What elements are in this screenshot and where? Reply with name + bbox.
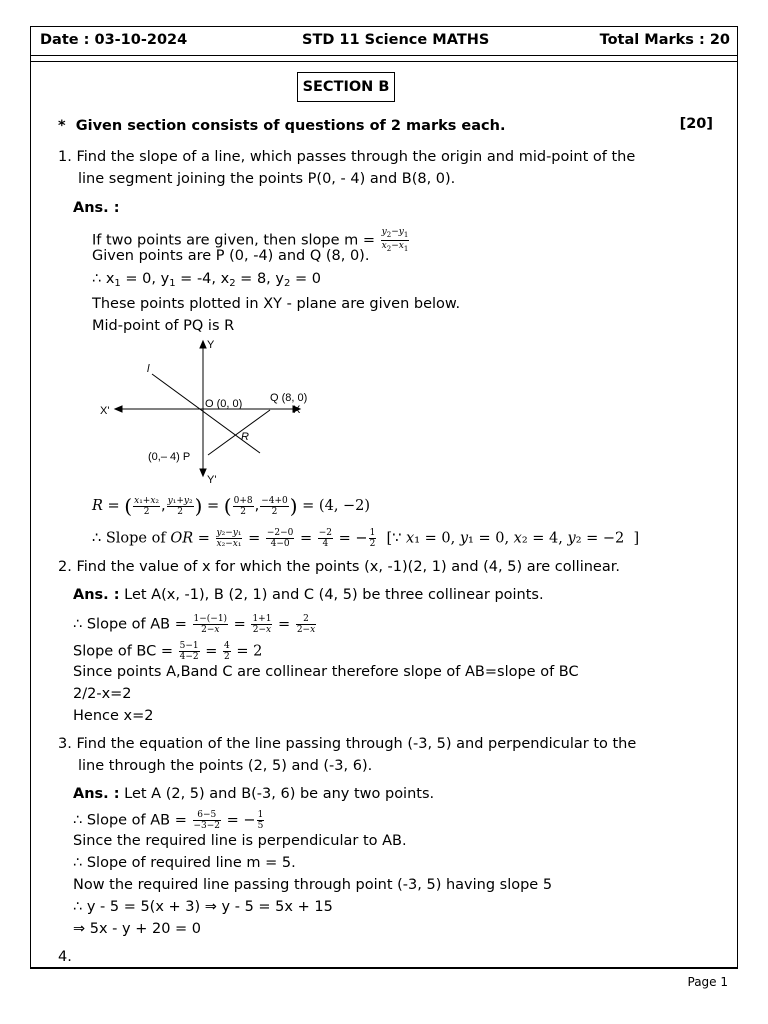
q3-perpendicular: Since the required line is perpendicular to AB. <box>73 833 407 849</box>
instruction-text: Given section consists of questions of 2 marks each. <box>75 118 506 134</box>
label-p: (0,– 4) P <box>148 451 191 463</box>
label-l: l <box>147 363 150 375</box>
label-r: R <box>241 431 249 443</box>
q4-number: 4. <box>58 949 72 965</box>
q3-slope-required: ∴ Slope of required line m = 5. <box>73 855 296 871</box>
q1-given-points: Given points are P (0, -4) and Q (8, 0). <box>92 248 370 264</box>
q3-slope-ab: ∴ Slope of AB = $\frac{6-5}{-3-2}$ = − $\frac{1}{5}$ <box>73 810 264 831</box>
q1-ans-label: Ans. : <box>73 200 120 216</box>
label-x-neg: X' <box>100 405 110 417</box>
header-rule-2 <box>30 61 738 62</box>
footer-rule <box>30 968 738 969</box>
q2-answer-intro: Ans. : Let A(x, -1), B (2, 1) and C (4, 5) be three collinear points. <box>73 587 544 603</box>
header-marks: Total Marks : 20 <box>599 32 730 48</box>
q2-slope-ab: ∴ Slope of AB = $\frac{1-(-1)}{2-x}$ = $\frac{1+1}{2-x}$ = $\frac{2}{2-x}$ <box>73 614 316 635</box>
q3-answer-intro: Ans. : Let A (2, 5) and B(-3, 6) be any two points. <box>73 786 435 802</box>
header-date: Date : 03-10-2024 <box>40 32 188 48</box>
q1-plotted: These points plotted in XY - plane are given below. <box>92 296 461 312</box>
q2-slope-bc: Slope of BC = $\frac{5-1}{4-2}$ = $\frac{4}{2}$ = 2 <box>73 641 263 662</box>
instruction-marks: [20] <box>679 116 713 132</box>
q3-line1: 3. Find the equation of the line passing through (-3, 5) and perpendicular to the <box>58 736 637 752</box>
q3-line2: line through the points (2, 5) and (-3, 6). <box>78 758 373 774</box>
q2-equation: 2/2-x=2 <box>73 686 132 702</box>
label-x: X <box>293 404 301 416</box>
label-q: Q (8, 0) <box>270 392 308 404</box>
page-number: Page 1 <box>687 975 728 989</box>
q1-midpoint: Mid-point of PQ is R <box>92 318 235 334</box>
q1-values: ∴ $x_1 = 0$, $y_1 = -4$, $x_2 = 8$, $y_2 = 0$ <box>92 271 321 289</box>
q1-midpoint-formula: R = ( $\frac{\text{x₁+x₂}}{2}$ , $\frac{\text{y₁+y₂}}{2}$ ) = ( $\frac{0+8}{2}$ , $\frac{-4+0}{2}$ ) = (4, −2) <box>92 494 371 518</box>
instruction-star: * <box>58 118 66 134</box>
q1-slope-formula: If two points are given, then slope m = $\frac{y_2-y_1}{x_2-x_1}$ <box>92 227 409 253</box>
header-rule <box>30 55 738 56</box>
q1-line2: line segment joining the points P(0, - 4) and B(8, 0). <box>78 171 456 187</box>
q3-point-slope: ∴ y - 5 = 5(x + 3) ⇒ y - 5 = 5x + 15 <box>73 899 333 915</box>
label-origin: O (0, 0) <box>205 398 243 410</box>
section-title: SECTION B <box>297 72 395 102</box>
q1-line1: 1. Find the slope of a line, which passes through the origin and mid-point of the <box>58 149 636 165</box>
q2-collinear: Since points A,Band C are collinear therefore slope of AB=slope of BC <box>73 664 579 680</box>
label-y-neg: Y' <box>207 474 217 486</box>
q3-final: ⇒ 5x - y + 20 = 0 <box>73 921 202 937</box>
q2-line1: 2. Find the value of x for which the points (x, -1)(2, 1) and (4, 5) are collinear. <box>58 559 620 575</box>
q3-line-through: Now the required line passing through point (-3, 5) having slope 5 <box>73 877 553 893</box>
q2-result: Hence x=2 <box>73 708 154 724</box>
label-y: Y <box>207 339 215 351</box>
header-class: STD 11 Science MATHS <box>302 32 490 48</box>
q1-slope-result: ∴ Slope of OR = $\frac{\text{y₂−y₁}}{\text{x₂−x₁}}$ = $\frac{-2-0}{4-0}$ = $\frac{-2}{4}$ = − $\frac{1}{2}$ [∵ x₁ = 0, y₁ = 0, x₂ = 4, y₂ = −2 ] <box>92 528 640 549</box>
coordinate-diagram <box>95 338 325 486</box>
instruction <box>58 118 505 134</box>
